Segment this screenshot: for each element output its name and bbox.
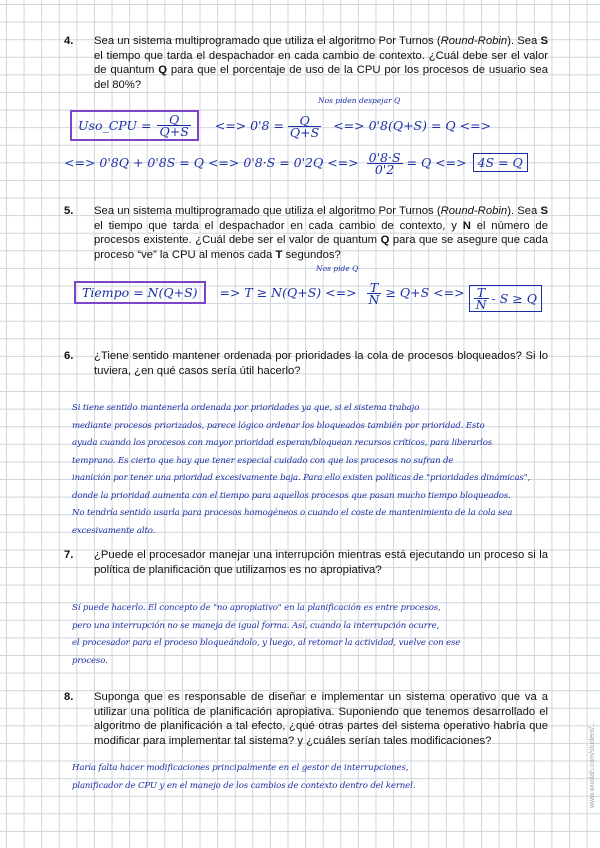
- question-4-text: [94, 34, 548, 92]
- answer-6-line: No tendría sentido usarla para procesos homogéneos o cuando el coste de mantenimiento de la cola sea: [72, 508, 513, 518]
- answer-5-note: Nos pide Q: [316, 264, 359, 273]
- answer-7: [72, 600, 460, 670]
- question-text-run: Sea un sistema multiprogramado que utiliza el algoritmo Por Turnos (: [94, 35, 441, 47]
- question-text-run: el número de procesos existente. ¿Cuál debe ser el valor de quantum: [94, 219, 548, 247]
- answer-4-result: 4S = Q: [473, 153, 528, 172]
- answer-8-line: Haría falta hacer modificaciones principalmente en el gestor de interrupciones,: [72, 763, 409, 773]
- question-text-run: S: [540, 35, 549, 47]
- answer-6-line: donde la prioridad aumenta con el tiempo para aquellos procesos que pasan mucho tiempo bloqueados.: [72, 490, 511, 501]
- answer-4-note: Nos piden despejar Q: [318, 96, 401, 105]
- question-6: [64, 349, 548, 381]
- answer-6-line: inanición por tener una prioridad excesivamente baja. Para ello existen políticas de "prioridades dinámicas",: [72, 473, 531, 483]
- answer-4-step-2: <=> 0'8(Q+S) = Q <=>: [333, 118, 492, 133]
- answer-6: [72, 400, 530, 540]
- answer-4-boxed-label: Uso_CPU =: [78, 118, 152, 133]
- question-text-run: Q: [158, 64, 167, 77]
- answer-5-fraction-1: $\frac{T}{N}$: [368, 280, 380, 307]
- question-8-number: 8.: [64, 691, 74, 703]
- answer-6-line: temprano. Es cierto que hay que tener especial cuidado con que los procesos no sufran de: [72, 455, 454, 466]
- question-5: [64, 204, 549, 264]
- answer-7-line: Sí puede hacerlo. El concepto de "no apropiativo" en la planificación es entre procesos,: [72, 603, 441, 613]
- question-text-run: el tiempo que tarda el despachador en cada cambio de contexto, y: [94, 219, 463, 232]
- answer-5-boxed-formula: Tiempo = N(Q+S): [74, 281, 206, 304]
- answer-4-step-3: <=> 0'8Q + 0'8S = Q <=> 0'8·S = 0'2Q <=>: [64, 155, 359, 170]
- answer-4-boxed-formula: [70, 110, 199, 141]
- question-text-run: ). Sea: [507, 205, 541, 217]
- question-text-run: Sea un sistema multiprogramado que utiliza el algoritmo Por Turnos (: [94, 205, 441, 217]
- question-text-run: el tiempo que tarda el despachador en cada cambio de contexto. ¿Cuál debe ser el valor de quantum: [94, 49, 548, 77]
- answer-4-line-1: [70, 110, 491, 141]
- question-text-run: ¿Tiene sentido mantener ordenada por prioridades la cola de procesos bloqueados? Si lo tuviera, ¿en qué casos sería útil hacerlo?: [94, 350, 548, 377]
- question-4-number: 4.: [64, 35, 74, 47]
- question-6-text: [94, 349, 548, 378]
- question-8-text: [94, 690, 548, 748]
- answer-6-line: mediante procesos priorizados, parece lógico ordenar los bloqueados también por prioridad. Esto: [72, 420, 485, 431]
- question-text-run: para que se asegure que cada proceso “ve” la CPU al menos cada: [94, 234, 548, 261]
- question-text-run: Q: [380, 234, 390, 247]
- answer-7-line: proceso.: [72, 655, 108, 666]
- answer-4-fraction-3: $\frac{0'8\cdot S}{0'2}$: [368, 150, 401, 177]
- answer-8-line: planificador de CPU y en el manejo de los cambios de contexto dentro del kernel.: [72, 780, 416, 791]
- question-text-run: ). Sea: [507, 35, 541, 47]
- answer-5-result: [469, 285, 542, 312]
- question-text-run: segundos?: [282, 248, 341, 261]
- question-text-run: S: [540, 205, 549, 217]
- answer-6-line: ayuda cuando los procesos con mayor prioridad esperan/bloquean recursos críticos, para liberarlos: [72, 438, 492, 448]
- answer-4-step-1: <=> 0'8 =: [214, 118, 284, 133]
- question-text-run: para que el porcentaje de uso de la CPU por los procesos de usuario sea del 80%?: [94, 64, 548, 91]
- answer-4-fraction-2: $\frac{Q}{Q+S}$: [289, 113, 320, 140]
- question-5-text: [94, 204, 548, 262]
- answer-5-fraction-2: $\frac{T}{N}$: [475, 285, 487, 312]
- question-text-run: ¿Puede el procesador manejar una interrupción mientras está ejecutando un proceso si la política de planificación que utilizamos es no apropiativa?: [94, 549, 548, 576]
- answer-5-step-2: ≥ Q+S <=>: [385, 285, 465, 300]
- question-text-run: Round-Robin: [440, 205, 508, 217]
- question-4: [64, 34, 549, 94]
- question-text-run: Suponga que es responsable de diseñar e implementar un sistema operativo que va a utilizar una política de planificación apropiativa. Suponiendo que tenemos desarrollado el algoritmo de planificación a tal efecto, ¿qué otras partes del sistema operativo habría que modificar para implementar tal sistema? y ¿cuáles serían tales modificaciones?: [94, 691, 548, 747]
- question-text-run: T: [275, 248, 283, 261]
- question-5-number: 5.: [64, 205, 74, 217]
- answer-4-fraction-1: $\frac{Q}{Q+S}$: [159, 112, 189, 139]
- question-7: [64, 548, 548, 580]
- question-6-number: 6.: [64, 350, 74, 362]
- answer-7-line: el procesador para el proceso bloqueándolo, y luego, al retomar la actividad, vuelve con ese: [72, 638, 461, 648]
- question-7-text: [94, 548, 548, 577]
- answer-5-line: [74, 282, 542, 312]
- watermark: www.wuolah.com/student/...: [589, 721, 596, 808]
- answer-5-result-tail: - S ≥ Q: [491, 291, 537, 306]
- answer-8: [72, 760, 415, 795]
- question-8: [64, 690, 548, 752]
- answer-4-line-2: [64, 152, 528, 175]
- answer-5-step-1: => T ≥ N(Q+S) <=>: [219, 285, 357, 300]
- answer-7-line: pero una interrupción no se maneja de igual forma. Así, cuando la interrupción ocurre,: [72, 620, 440, 631]
- question-text-run: Round-Robin: [440, 35, 508, 47]
- question-text-run: N: [462, 219, 471, 232]
- answer-6-line: Si tiene sentido mantenerla ordenada por prioridades ya que, si el sistema trabajo: [72, 403, 420, 413]
- answer-4-step-4: = Q <=>: [406, 155, 467, 170]
- answer-6-line: excesivamente alto.: [72, 525, 156, 536]
- question-7-number: 7.: [64, 549, 74, 561]
